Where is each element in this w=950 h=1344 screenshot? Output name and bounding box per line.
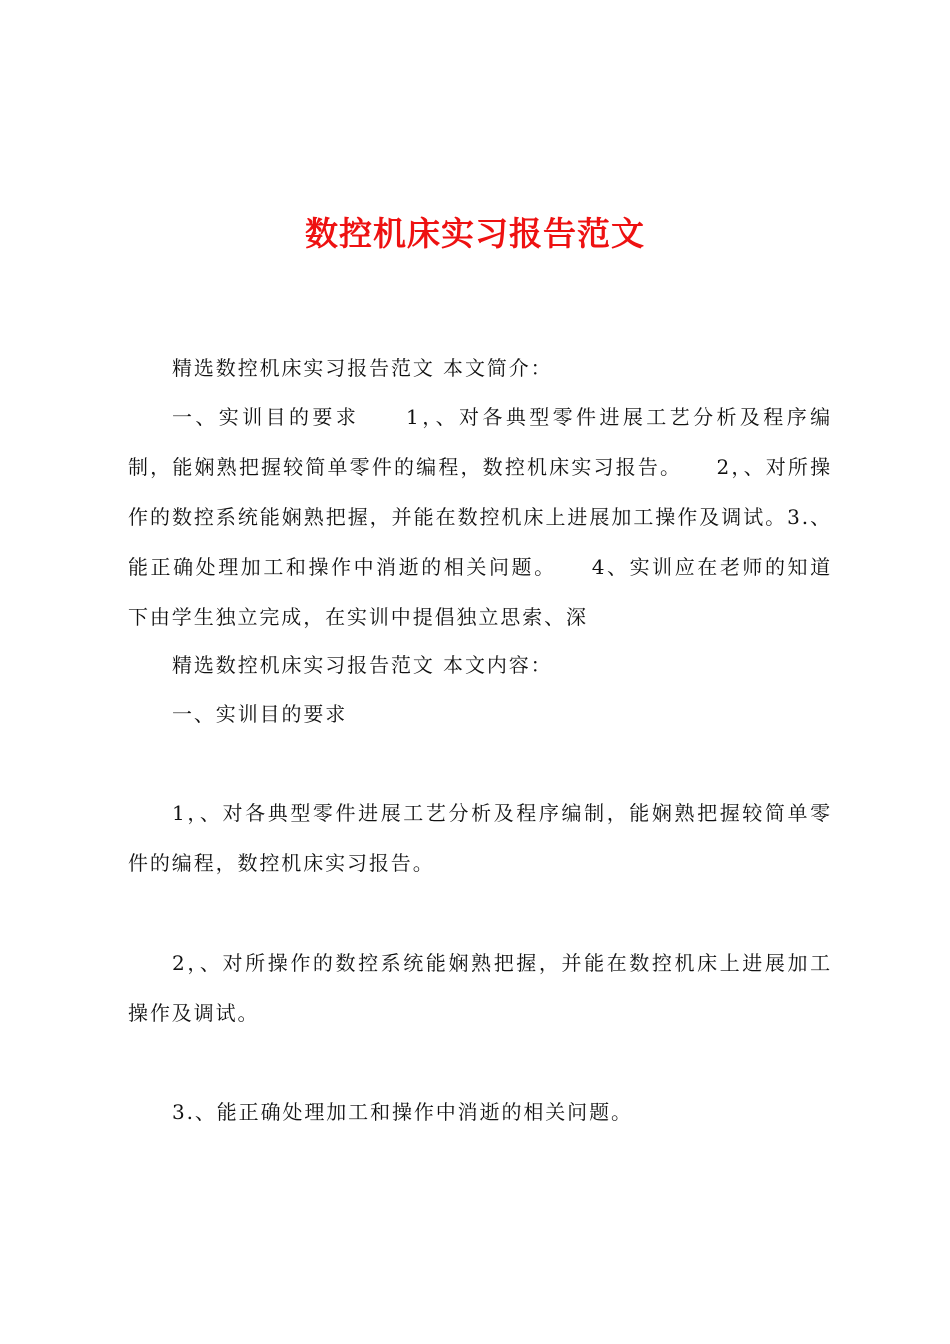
list-item-1: 1，、对各典型零件进展工艺分析及程序编制，能娴熟把握较简单零件的编程，数控机床实习报告。 [128,801,832,875]
list-item-2: 2，、对所操作的数控系统能娴熟把握，并能在数控机床上进展加工操作及调试。 [128,951,832,1025]
document-title: 数控机床实习报告范文 [305,214,645,253]
list-item-3: 3.、能正确处理加工和操作中消逝的相关问题。 [172,1100,633,1124]
summary-paragraph: 一、实训目的要求 1，、对各典型零件进展工艺分析及程序编制，能娴熟把握较简单零件的编程，数控机床实习报告。 2，、对所操作的数控系统能娴熟把握，并能在数控机床上进展加工操作及调试。3.、能正确处理加工和操作中消逝的相关问题。 4、实训应在老师的知道下由学生独立完成，在实训中提倡独立思索、深 [128,405,832,629]
intro-summary-heading: 精选数控机床实习报告范文 本文简介： [172,356,553,380]
section-heading: 一、实训目的要求 [172,702,348,726]
content-heading: 精选数控机床实习报告范文 本文内容： [172,653,553,677]
